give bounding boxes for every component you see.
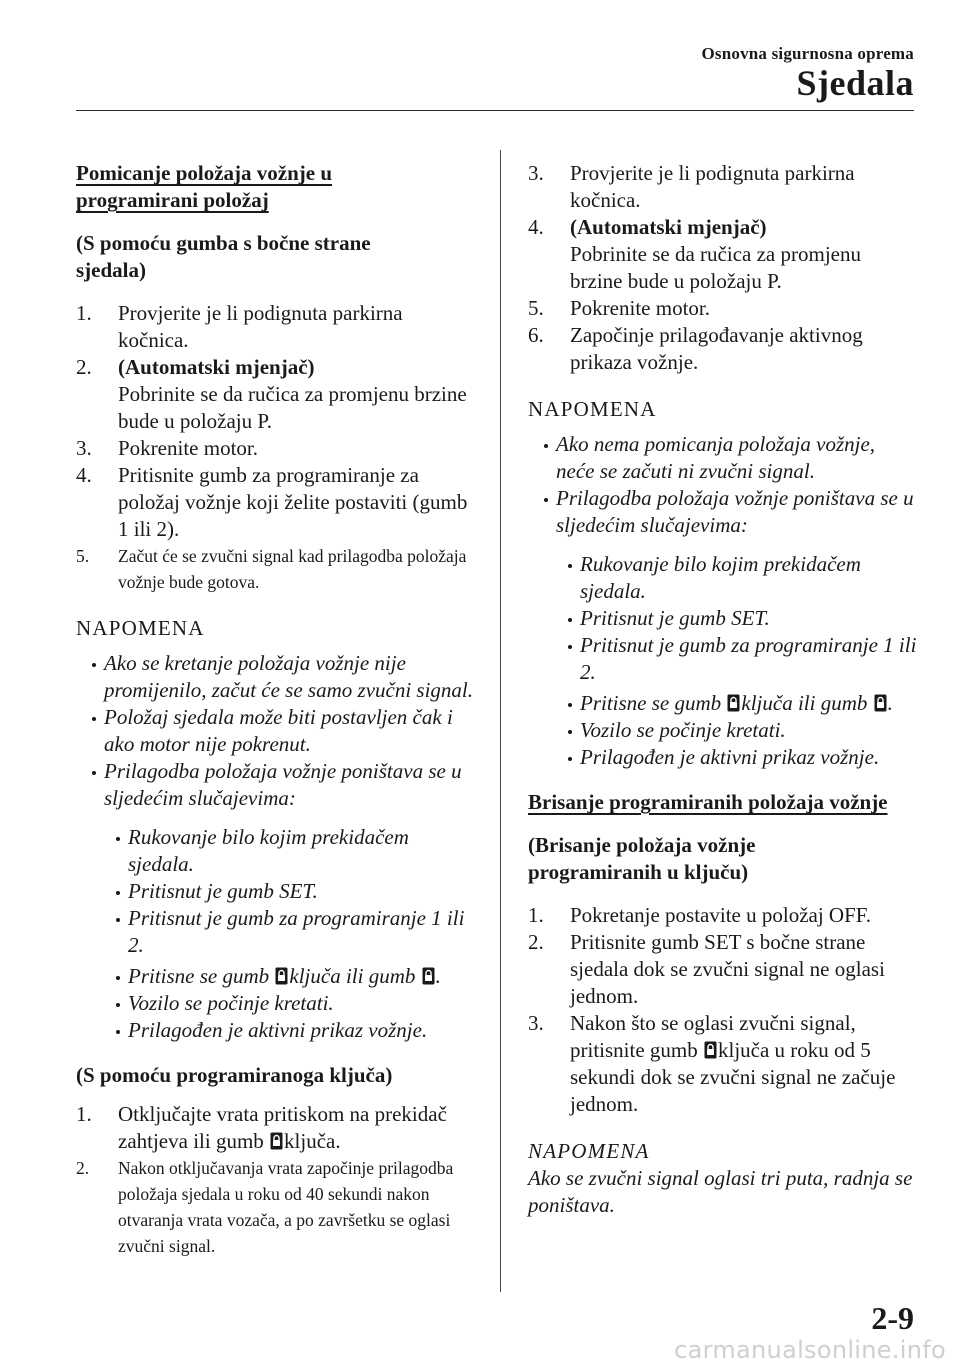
watermark: carmanualsonline.info (674, 1336, 946, 1364)
list-item: Položaj sjedala može biti postavljen čak i ako motor nije pokrenut. (76, 704, 476, 758)
note-text: Ako se zvučni signal oglasi tri puta, radnja se poništava. (528, 1166, 913, 1217)
column-divider (500, 150, 501, 1292)
sub-heading: (S pomoću programiranoga ključa) (76, 1063, 393, 1087)
list-item: 1. Provjerite je li podignuta parkirna kočnica. (76, 301, 403, 352)
step-list (528, 160, 918, 376)
list-item: 3. Pokrenite motor. (76, 436, 258, 460)
list-item: Rukovanje bilo kojim prekidačem sjedala. (76, 824, 476, 878)
list-item: 2. Pritisnite gumb SET s bočne strane sjedala dok se zvučni signal ne oglasi jednom. (528, 930, 885, 1008)
list-item: Vozilo se počinje kretati. (528, 717, 918, 744)
list-item: 1. Otključajte vrata pritiskom na prekidač zahtjeva ili gumb ključa. (76, 1102, 447, 1153)
sub-heading: (Brisanje položaja vožnje programiranih u ključu) (528, 833, 756, 884)
list-item: 6. Započinje prilagođavanje aktivnog prikaza vožnje. (528, 323, 863, 374)
left-column (76, 160, 476, 1259)
note-label: NAPOMENA (528, 397, 657, 421)
list-item: Pritisne se gumb ključa ili gumb . (76, 963, 476, 990)
list-item: Prilagodba položaja vožnje poništava se u sljedećim slučajevima: (76, 758, 476, 812)
sub-heading: (S pomoću gumba s bočne strane sjedala) (76, 231, 371, 282)
note-list (528, 431, 918, 539)
list-item: 5. Pokrenite motor. (528, 296, 710, 320)
note-label: NAPOMENA (528, 1139, 650, 1163)
lock-icon (270, 1132, 283, 1150)
list-item: Vozilo se počinje kretati. (76, 990, 476, 1017)
page-title: Sjedala (796, 63, 914, 103)
lock-icon (704, 1041, 717, 1059)
list-item: Ako se kretanje položaja vožnje nije promijenilo, začut će se samo zvučni signal. (76, 650, 476, 704)
step-list (528, 902, 918, 1118)
header-section: Osnovna sigurnosna oprema (701, 44, 914, 63)
section-heading: Pomicanje položaja vožnje u programirani položaj (76, 161, 333, 212)
note-list (76, 650, 476, 812)
list-item: Pritisnut je gumb SET. (76, 878, 476, 905)
list-item: 4. (Automatski mjenjač) Pobrinite se da ručica za promjenu brzine bude u položaju P. (528, 215, 861, 293)
section-heading: Brisanje programiranih položaja vožnje (528, 790, 888, 814)
list-item: Ako nema pomicanja položaja vožnje, neće se začuti ni zvučni signal. (528, 431, 918, 485)
lock-icon (422, 967, 435, 985)
right-column (528, 160, 918, 1219)
list-item: 5. Začut će se zvučni signal kad prilagodba položaja vožnje bude gotova. (76, 546, 467, 592)
step-list (76, 1101, 476, 1259)
list-item: Pritisne se gumb ključa ili gumb . (528, 690, 918, 717)
list-item: 3. Provjerite je li podignuta parkirna kočnica. (528, 161, 855, 212)
list-item: 2. (Automatski mjenjač) Pobrinite se da ručica za promjenu brzine bude u položaju P. (76, 355, 467, 433)
list-item: 1. Pokretanje postavite u položaj OFF. (528, 903, 872, 927)
list-item: Prilagodba položaja vožnje poništava se u sljedećim slučajevima: (528, 485, 918, 539)
page-number: 2-9 (871, 1300, 914, 1336)
list-item: 3. Nakon što se oglasi zvučni signal, pritisnite gumb ključa u roku od 5 sekundi dok se zvučni signal ne začuje jednom. (528, 1011, 896, 1116)
list-item: Prilagođen je aktivni prikaz vožnje. (528, 744, 918, 771)
note-label: NAPOMENA (76, 616, 205, 640)
list-item: 2. Nakon otključavanja vrata započinje prilagodba položaja sjedala u roku od 40 sekundi nakon otvaranja vrata vozača, a po završetku se oglasi zvučni signal. (76, 1158, 454, 1256)
list-item: Pritisnut je gumb za programiranje 1 ili 2. (76, 905, 476, 959)
list-item: Pritisnut je gumb za programiranje 1 ili 2. (528, 632, 918, 686)
lock-icon (727, 694, 740, 712)
lock-icon (874, 694, 887, 712)
lock-icon (275, 967, 288, 985)
list-item: Pritisnut je gumb SET. (528, 605, 918, 632)
list-item: Rukovanje bilo kojim prekidačem sjedala. (528, 551, 918, 605)
step-list (76, 300, 476, 595)
list-item: 4. Pritisnite gumb za programiranje za položaj vožnje koji želite postaviti (gumb 1 ili 2). (76, 463, 468, 541)
header-rule (76, 110, 914, 111)
sub-note-list (528, 551, 918, 771)
list-item: Prilagođen je aktivni prikaz vožnje. (76, 1017, 476, 1044)
sub-note-list (76, 824, 476, 1044)
